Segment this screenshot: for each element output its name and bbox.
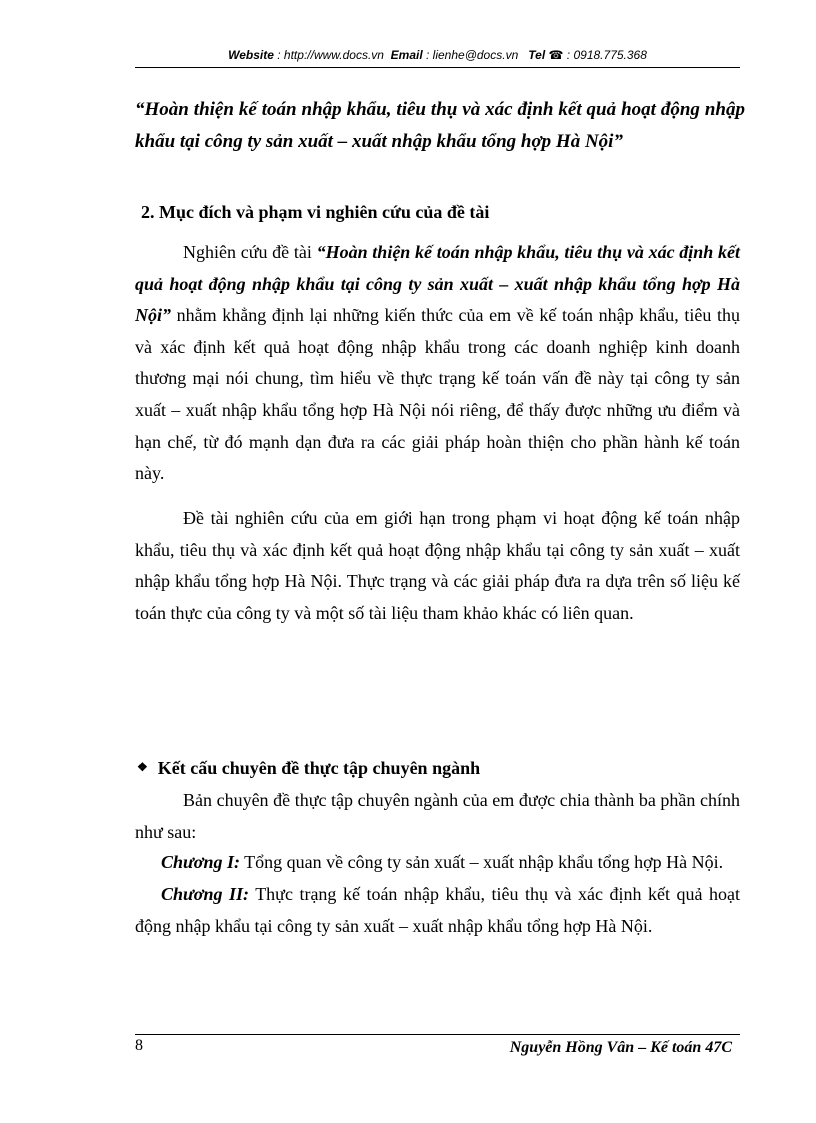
tel-number: 0918.775.368 [573, 48, 647, 62]
topic-title: “Hoàn thiện kế toán nhập khẩu, tiêu thụ và xác định kết quả hoạt động nhập khẩu tại công ty sản xuất – xuất nhập khẩu tổng hợp Hà Nội” [135, 242, 740, 326]
paragraph-lead: Nghiên cứu đề tài [183, 242, 317, 262]
email-address[interactable]: lienhe@docs.vn [432, 48, 519, 62]
chapter-1-line [135, 847, 740, 879]
chapter-2-text: Thực trạng kế toán nhập khẩu, tiêu thụ và xác định kết quả hoạt động nhập khẩu tại công ty sản xuất – xuất nhập khẩu tổng hợp Hà Nội. [135, 884, 740, 936]
website-url[interactable]: http://www.docs.vn [283, 48, 384, 62]
website-sep: : [273, 48, 284, 62]
paragraph-scope [135, 503, 740, 629]
document-title: “Hoàn thiện kế toán nhập khẩu, tiêu thụ và xác định kết quả hoạt động nhập khẩu tại công ty sản xuất – xuất nhập khẩu tổng hợp Hà Nội” [135, 99, 745, 152]
tel-sep: : [563, 48, 574, 62]
section-heading-structure [137, 755, 480, 780]
email-sep: : [422, 48, 433, 62]
header-divider [135, 67, 740, 68]
chapter-1-label: Chương I: [161, 852, 240, 872]
tel-label: Tel [528, 48, 546, 62]
section-heading-purpose: 2. Mục đích và phạm vi nghiên cứu của đề tài [141, 202, 490, 222]
scope-text: Đề tài nghiên cứu của em giới hạn trong phạm vi hoạt động kế toán nhập khẩu, tiêu thụ và xác định kết quả hoạt động nhập khẩu tại công ty sản xuất – xuất nhập khẩu tổng hợp Hà Nội. Thực trạng và các giải pháp đưa ra dựa trên số liệu kế toán thực của công ty và một số tài liệu tham khảo khác có liên quan. [135, 508, 740, 623]
page-header [135, 46, 740, 64]
chapter-1-text: Tổng quan về công ty sản xuất – xuất nhập khẩu tổng hợp Hà Nội. [239, 852, 724, 872]
chapter-2-line [135, 879, 740, 942]
chapter-2-label: Chương II: [161, 884, 249, 904]
structure-heading-text: Kết cấu chuyên đề thực tập chuyên ngành [157, 758, 481, 778]
paragraph-purpose [135, 237, 740, 490]
footer-divider [135, 1034, 740, 1035]
paragraph-rest: nhằm khẳng định lại những kiến thức của em về kế toán nhập khẩu, tiêu thụ và xác định kết quả hoạt động nhập khẩu trong các doanh nghiệp kinh doanh thương mại nói chung, tìm hiểu về thực trạng kế toán vấn đề này tại công ty sản xuất – xuất nhập khẩu tổng hợp Hà Nội nói riêng, để thấy được những ưu điểm và hạn chế, từ đó mạnh dạn đưa ra các giải pháp hoàn thiện cho phần hành kế toán này. [135, 305, 740, 484]
phone-icon: ☎ [548, 48, 564, 62]
paragraph-structure-intro [135, 785, 740, 848]
email-label: Email [390, 48, 423, 62]
structure-intro-text: Bản chuyên đề thực tập chuyên ngành của em được chia thành ba phần chính như sau: [135, 790, 740, 842]
website-label: Website [228, 48, 274, 62]
page-number: 8 [135, 1037, 143, 1054]
footer-author: Nguyễn Hồng Vân – Kế toán 47C [509, 1039, 732, 1056]
diamond-bullet-icon: ❖ [137, 760, 148, 774]
